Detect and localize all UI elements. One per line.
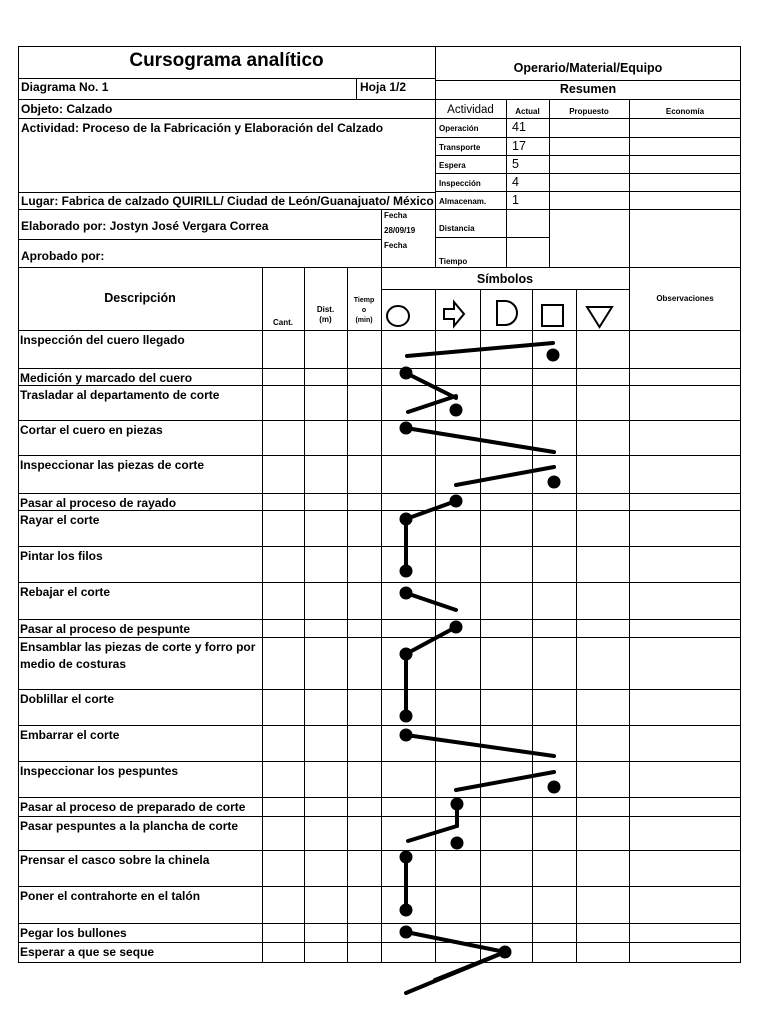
flow-node bbox=[547, 349, 560, 362]
place-label: Lugar: Fabrica de calzado QUIRILL/ Ciudad de León/Guanajuato/ México bbox=[21, 194, 434, 208]
step-description: Medición y marcado del cuero bbox=[20, 371, 193, 385]
summary-activity-label: Almacenam. bbox=[439, 197, 487, 206]
quantity-header: Cant. bbox=[273, 318, 293, 327]
activity-label: Actividad: Proceso de la Fabricación y Elaboración del Calzado bbox=[21, 121, 384, 135]
date-label: Fecha bbox=[384, 211, 408, 220]
step-description: Trasladar al departamento de corte bbox=[20, 388, 220, 402]
flow-node bbox=[400, 710, 413, 723]
flow-node bbox=[451, 798, 464, 811]
summary-col-economy: Economía bbox=[665, 107, 705, 116]
summary-actual-value: 17 bbox=[512, 139, 526, 153]
operation-circle-icon bbox=[387, 306, 409, 326]
flow-connector bbox=[406, 627, 456, 654]
flow-connector bbox=[406, 952, 505, 993]
step-description: Rayar el corte bbox=[20, 513, 100, 527]
flow-connector bbox=[408, 396, 456, 412]
step-description: Inspección del cuero llegado bbox=[20, 333, 185, 347]
step-description: Inspeccionar las piezas de corte bbox=[20, 458, 205, 472]
summary-actual-value: 41 bbox=[512, 120, 526, 134]
flow-node bbox=[400, 648, 413, 661]
summary-actual-value: 5 bbox=[512, 157, 519, 171]
step-description: Pasar al proceso de preparado de corte bbox=[20, 800, 246, 814]
step-description: Ensamblar las piezas de corte y forro por medio de costuras bbox=[20, 640, 256, 671]
summary-subtitle: Resumen bbox=[559, 82, 617, 96]
summary-activity-label: Transporte bbox=[439, 143, 481, 152]
step-description: Embarrar el corte bbox=[20, 728, 120, 742]
flow-node bbox=[400, 422, 413, 435]
description-header: Descripción bbox=[104, 291, 176, 305]
step-description: Pintar los filos bbox=[20, 549, 103, 563]
flow-connector bbox=[456, 772, 554, 790]
summary-actual-value: 1 bbox=[512, 193, 519, 207]
flow-node bbox=[400, 851, 413, 864]
date-value: 28/09/19 bbox=[384, 226, 416, 235]
flow-node bbox=[450, 621, 463, 634]
summary-col-actual: Actual bbox=[515, 107, 540, 116]
transport-arrow-icon bbox=[444, 302, 464, 326]
step-description: Esperar a que se seque bbox=[20, 945, 155, 959]
summary-col-proposed: Propuesto bbox=[569, 107, 609, 116]
flow-node bbox=[450, 404, 463, 417]
step-description: Rebajar el corte bbox=[20, 585, 111, 599]
summary-title: Operario/Material/Equipo bbox=[513, 61, 663, 75]
step-description: Prensar el casco sobre la chinela bbox=[20, 853, 210, 867]
flow-node bbox=[451, 837, 464, 850]
flow-connector bbox=[408, 826, 457, 841]
approved-date-label: Fecha bbox=[384, 241, 408, 250]
inspection-square-icon bbox=[542, 305, 563, 326]
flow-node bbox=[400, 513, 413, 526]
flow-connector bbox=[456, 467, 554, 485]
flow-node bbox=[450, 495, 463, 508]
flow-connector bbox=[406, 593, 456, 610]
flow-node bbox=[548, 476, 561, 489]
summary-actual-value: 4 bbox=[512, 175, 519, 189]
object-label: Objeto: Calzado bbox=[21, 102, 113, 116]
time-header: Tiemp o (min) bbox=[353, 297, 375, 324]
flow-node bbox=[400, 729, 413, 742]
storage-triangle-icon bbox=[587, 307, 612, 327]
diagram-number: Diagrama No. 1 bbox=[21, 80, 109, 94]
step-description: Inspeccionar los pespuntes bbox=[20, 764, 179, 778]
flow-node bbox=[400, 926, 413, 939]
chart-title: Cursograma analítico bbox=[129, 50, 324, 71]
summary-col-activity: Actividad bbox=[447, 104, 494, 116]
distance-header: Dist. (m) bbox=[316, 305, 335, 324]
summary-activity-label: Espera bbox=[439, 161, 466, 170]
symbols-header: Símbolos bbox=[476, 272, 534, 286]
made-by-label: Elaborado por: Jostyn José Vergara Correa bbox=[21, 219, 269, 233]
flow-node bbox=[400, 565, 413, 578]
step-description: Pasar al proceso de pespunte bbox=[20, 622, 191, 636]
sheet-number: Hoja 1/2 bbox=[360, 80, 407, 94]
step-description: Cortar el cuero en piezas bbox=[20, 423, 163, 437]
flow-node bbox=[499, 946, 512, 959]
flow-node bbox=[548, 781, 561, 794]
summary-activity-label: Distancia bbox=[439, 224, 475, 233]
flow-node bbox=[400, 904, 413, 917]
flow-node bbox=[400, 367, 413, 380]
summary-activity-label: Inspección bbox=[439, 179, 481, 188]
approved-label: Aprobado por: bbox=[21, 249, 105, 263]
step-description: Pegar los bullones bbox=[20, 926, 127, 940]
step-description: Doblillar el corte bbox=[20, 692, 115, 706]
observations-header: Observaciones bbox=[656, 294, 714, 303]
step-description: Pasar al proceso de rayado bbox=[20, 496, 177, 510]
step-description: Poner el contrahorte en el talón bbox=[20, 889, 201, 903]
summary-activity-label: Operación bbox=[439, 124, 479, 133]
delay-d-icon bbox=[497, 301, 517, 325]
step-description: Pasar pespuntes a la plancha de corte bbox=[20, 819, 239, 833]
summary-activity-label: Tiempo bbox=[439, 257, 468, 266]
flow-node bbox=[400, 587, 413, 600]
